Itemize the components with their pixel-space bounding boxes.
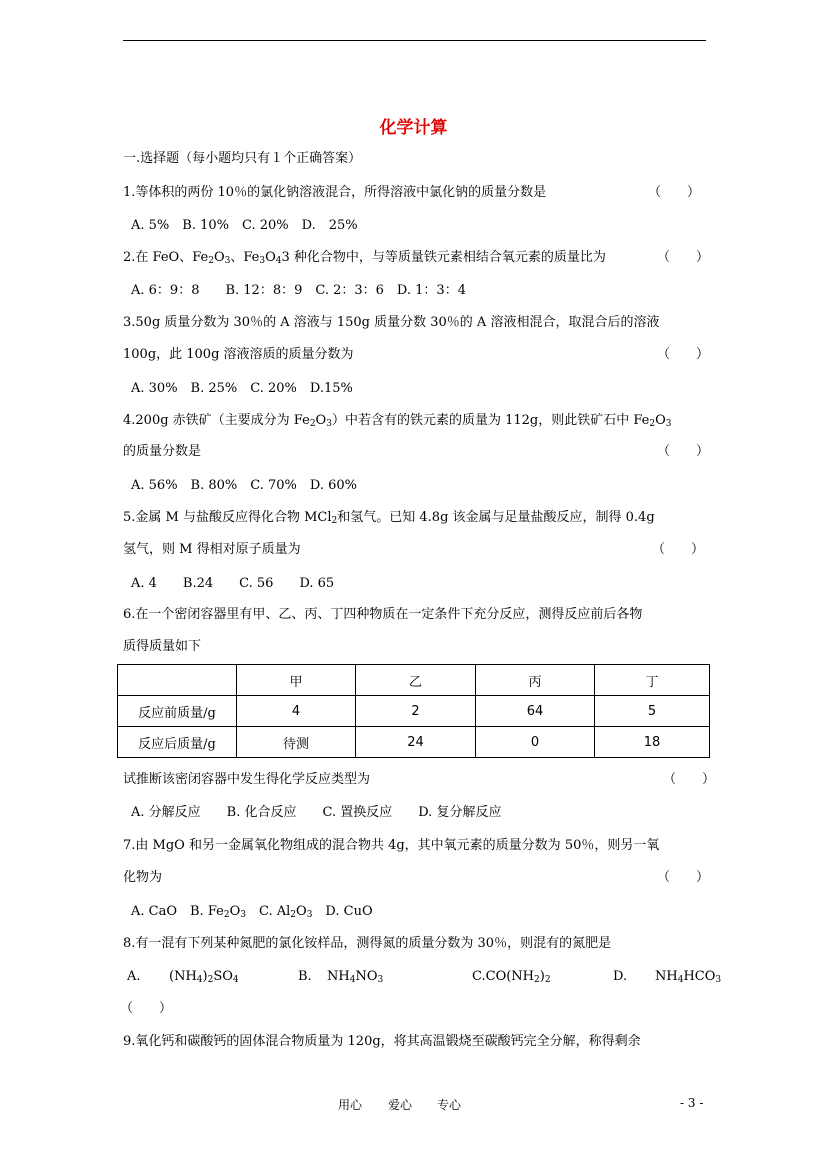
question-7-line-1: 7.由 MgO 和另一金属氧化物组成的混合物共 4g，其中氧元素的质量分数为 50％，则另一氧 <box>123 838 660 853</box>
question-9: 9.氧化钙和碳酸钙的固体混合物质量为 120g，将其高温锻烧至碳酸钙完全分解，称得剩余 <box>123 1034 641 1049</box>
question-2: 2.在 FeO、$Fe_2O_3$、$Fe_3O_43$ 种化合物中，与等质量铁元素相结合氧元素的质量比为 <box>123 250 606 266</box>
question-3-line-1: 3.50g 质量分数为 30％的 A 溶液与 150g 质量分数 30％的 A 溶液相混合，取混合后的溶液 <box>123 315 660 330</box>
question-6-line-1: 6.在一个密闭容器里有甲、乙、丙、丁四种物质在一定条件下充分反应，测得反应前后各物 <box>123 607 643 622</box>
question-8-option-b: $NH_4NO_3$ <box>327 969 384 985</box>
question-5-line-2: 氢气，则 M 得相对原子质量为 <box>123 542 301 557</box>
answer-blank-8: （ ） <box>120 1001 173 1016</box>
question-8: 8.有一混有下列某种氮肥的氯化铵样品，测得氮的质量分数为 30％，则混有的氮肥是 <box>123 936 612 951</box>
table-cell: 5 <box>595 696 710 727</box>
table-cell: 待测 <box>237 727 356 758</box>
mass-table <box>117 664 710 758</box>
question-8-option-c: $C.CO(NH_2)_2$ <box>472 969 551 985</box>
table-header-cell: 丁 <box>595 665 710 696</box>
question-2-options: A. 6：9：8 B. 12：8：9 C. 2：3：6 D. 1：3：4 <box>131 283 466 298</box>
page-title: 化学计算 <box>379 118 448 138</box>
question-7-options: A. CaO B. $Fe_2O_3$ C. $Al_2O_3$ D. CuO <box>131 904 373 920</box>
table-header-row <box>118 665 710 696</box>
table-row <box>118 727 710 758</box>
answer-blank-6: （ ） <box>663 772 716 787</box>
question-3-line-2: 100g，此 100g 溶液溶质的质量分数为 <box>123 347 354 362</box>
question-4-line-1: 4.200g 赤铁矿（主要成分为 $Fe_2O_3$）中若含有的铁元素的质量为 112g，则此铁矿石中 $Fe_2O_3$ <box>123 413 672 429</box>
answer-blank-1: （ ） <box>648 185 701 200</box>
table-header-cell <box>118 665 237 696</box>
question-7-line-2: 化物为 <box>123 870 163 885</box>
section-heading: 一.选择题（每小题均只有１个正确答案） <box>123 151 362 166</box>
answer-blank-5: （ ） <box>652 542 705 557</box>
answer-blank-4: （ ） <box>657 444 710 459</box>
question-6-line-3: 试推断该密闭容器中发生得化学反应类型为 <box>123 772 371 787</box>
question-5-options: A. 4 B.24 C. 56 D. 65 <box>131 576 335 591</box>
table-header-cell: 乙 <box>356 665 476 696</box>
footer-motto-2: 爱心 <box>388 1098 413 1112</box>
question-3-options: A. 30% B. 25% C. 20% D.15% <box>131 381 353 396</box>
table-header-cell: 甲 <box>237 665 356 696</box>
question-4-options: A. 56% B. 80% C. 70% D. 60% <box>131 478 358 493</box>
question-8-option-b-label: B. <box>298 969 312 984</box>
table-cell: 4 <box>237 696 356 727</box>
question-4-line-2: 的质量分数是 <box>123 444 202 459</box>
footer-motto-1: 用心 <box>338 1098 363 1112</box>
answer-blank-2: （ ） <box>657 250 710 265</box>
page-number: - 3 - <box>680 1096 704 1110</box>
table-row <box>118 696 710 727</box>
answer-blank-7: （ ） <box>657 870 710 885</box>
question-8-option-a-label: A. <box>127 969 141 984</box>
answer-blank-3: （ ） <box>657 347 710 362</box>
table-cell: 18 <box>595 727 710 758</box>
table-cell: 2 <box>356 696 476 727</box>
table-row-label: 反应后质量/g <box>118 727 237 758</box>
question-8-option-d-label: D. <box>613 969 628 984</box>
table-row-label: 反应前质量/g <box>118 696 237 727</box>
question-1: 1.等体积的两份 10％的氯化钠溶液混合，所得溶液中氯化钠的质量分数是 <box>123 185 547 200</box>
question-5-line-1: 5.金属 M 与盐酸反应得化合物 MCl$_2$和氢气。已知 4.8g 该金属与足量盐酸反应，制得 0.4g <box>123 510 655 526</box>
header-rule <box>123 40 706 41</box>
question-6-options: A. 分解反应 B. 化合反应 C. 置换反应 D. 复分解反应 <box>131 805 502 820</box>
footer-motto-3: 专心 <box>437 1098 462 1112</box>
table-cell: 24 <box>356 727 476 758</box>
table-cell: 64 <box>476 696 595 727</box>
question-1-options: A. 5% B. 10% C. 20% D. 25% <box>131 218 358 233</box>
table-header-cell: 丙 <box>476 665 595 696</box>
table-cell: 0 <box>476 727 595 758</box>
question-8-option-d: $NH_4HCO_3$ <box>655 969 722 985</box>
question-8-option-a: $(NH_4)_2SO_4$ <box>169 969 239 985</box>
question-6-line-2: 质得质量如下 <box>123 639 202 654</box>
